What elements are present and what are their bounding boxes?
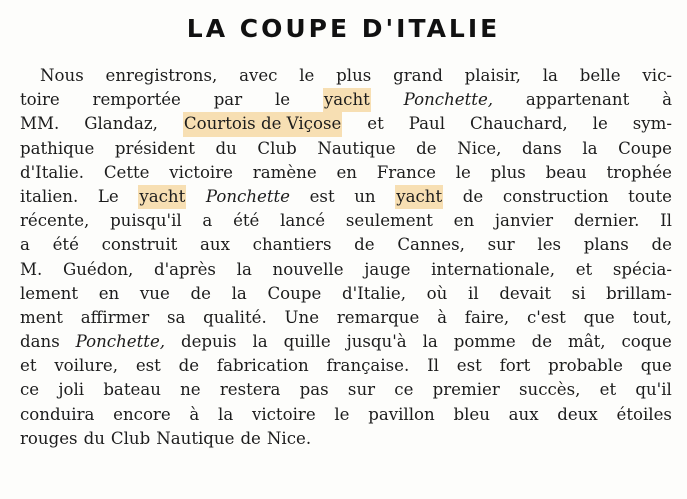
text-line (20, 161, 672, 185)
word: Il (427, 356, 439, 376)
word: Cannes, (397, 235, 465, 255)
word: président (114, 138, 195, 158)
text-line (20, 112, 672, 136)
word: pas (299, 380, 329, 400)
word: yacht (138, 185, 186, 209)
word: été (233, 211, 260, 231)
word: de (354, 235, 375, 255)
word: probable (548, 356, 623, 376)
article-title: LA COUPE D'ITALIE (186, 14, 501, 43)
word: plus (490, 162, 526, 182)
word: seulement (345, 211, 433, 231)
word: d'Italie, (341, 283, 406, 303)
word: Coupe (267, 283, 322, 303)
word: beau (545, 162, 587, 182)
word: Courtois de Viçose (183, 112, 342, 136)
word: Ponchette, (75, 332, 166, 352)
word: dernier. (573, 211, 640, 231)
word: et (367, 114, 384, 134)
word: que (640, 356, 672, 376)
word: lement (20, 283, 79, 303)
word: bleu (453, 404, 490, 424)
text-line (20, 306, 672, 330)
word: Guédon, (62, 259, 134, 279)
word: d'Italie. (20, 162, 85, 182)
word: de (416, 138, 437, 158)
word: le (299, 66, 315, 85)
text-line (20, 354, 672, 378)
word: aux (200, 235, 230, 255)
word: remportée (92, 90, 181, 110)
word: Ponchette, (403, 90, 494, 110)
text-line (20, 282, 672, 306)
word: vue (139, 283, 170, 303)
word: récente, (20, 211, 90, 231)
word: deux (557, 404, 598, 424)
word: de (240, 428, 261, 448)
word: le (334, 404, 350, 424)
word: appartenant (525, 90, 630, 110)
word: yacht (323, 88, 371, 112)
word: Le (97, 186, 119, 206)
word: le (274, 90, 291, 110)
word: pomme (453, 332, 516, 352)
word: ce (20, 380, 40, 400)
text-line (20, 64, 672, 88)
word: en (98, 283, 120, 303)
word: et (575, 259, 593, 279)
word: du (83, 428, 105, 448)
text-line (20, 233, 672, 257)
word: plus (336, 66, 372, 85)
word: Club (110, 428, 151, 448)
word: premier (432, 380, 500, 400)
word: à (189, 404, 200, 424)
word: a (20, 235, 30, 255)
word: Nice. (266, 428, 312, 448)
word: Glandaz, (84, 114, 158, 134)
word: tout, (632, 307, 672, 327)
word: ment (20, 307, 63, 327)
word: yacht (395, 185, 443, 209)
word: la (422, 332, 438, 352)
word: et (20, 356, 37, 376)
word: le (455, 162, 471, 182)
word: le (592, 114, 608, 134)
word: la (236, 259, 252, 279)
word: Nous (40, 66, 84, 85)
word: italien. (20, 186, 79, 206)
word: grand (393, 66, 443, 85)
text-line (20, 378, 672, 402)
word: à (662, 90, 672, 110)
word: si (571, 283, 586, 303)
word: les (537, 235, 562, 255)
word: aux (508, 404, 539, 424)
word: et (599, 380, 617, 400)
word: toire (20, 90, 60, 110)
word: Nice, (457, 138, 502, 158)
word: la (542, 66, 558, 85)
word: victoire (251, 404, 316, 424)
word: fort (499, 356, 531, 376)
word: internationale, (431, 259, 556, 279)
word: belle (579, 66, 621, 85)
word: Nautique (317, 138, 396, 158)
word: plans (583, 235, 629, 255)
word: sur (487, 235, 515, 255)
word: chantiers (252, 235, 332, 255)
word: lancé (280, 211, 326, 231)
word: quille (283, 332, 331, 352)
word: M. (20, 259, 43, 279)
word: il (468, 283, 479, 303)
word: de (531, 332, 553, 352)
word: sym- (632, 114, 672, 134)
word: depuis (180, 332, 237, 352)
word: encore (113, 404, 171, 424)
word: victoire (169, 162, 233, 182)
word: à (437, 307, 447, 327)
word: en (336, 162, 357, 182)
word: c'est (526, 307, 566, 327)
text-line (20, 88, 672, 112)
word: par (213, 90, 243, 110)
text-line (20, 427, 672, 451)
word: du (215, 138, 237, 158)
word: Il (660, 211, 672, 231)
word: devait (499, 283, 551, 303)
word: joli (58, 380, 85, 400)
word: étoiles (616, 404, 672, 424)
word: est (309, 186, 335, 206)
word: brillam- (606, 283, 672, 303)
word: puisqu'il (110, 211, 182, 231)
word: faire, (464, 307, 510, 327)
word: conduira (20, 404, 95, 424)
word: jusqu'à (346, 332, 407, 352)
word: rouges (20, 428, 78, 448)
word: Cette (103, 162, 150, 182)
word: jauge (364, 259, 411, 279)
word: de (190, 283, 211, 303)
word: avec (239, 66, 278, 85)
word: Ponchette (205, 186, 290, 206)
word: est (135, 356, 161, 376)
word: enregistrons, (105, 66, 218, 85)
word: plaisir, (464, 66, 521, 85)
word: vic- (642, 66, 672, 85)
word: la (231, 283, 247, 303)
word: construit (101, 235, 178, 255)
word: d'après (153, 259, 216, 279)
word: été (52, 235, 79, 255)
word: janvier (494, 211, 554, 231)
word: Paul (408, 114, 446, 134)
word: Nautique (156, 428, 235, 448)
word: remarque (336, 307, 420, 327)
word: où (426, 283, 448, 303)
word: Coupe (618, 138, 672, 158)
word: ne (180, 380, 201, 400)
word: sa (166, 307, 186, 327)
word: mât, (567, 332, 606, 352)
word: voilure, (54, 356, 119, 376)
word: de (462, 186, 484, 206)
word: ramène (252, 162, 317, 182)
word: que (583, 307, 615, 327)
text-line (20, 209, 672, 233)
word: MM. (20, 114, 60, 134)
word: ce (394, 380, 414, 400)
word: spécia- (612, 259, 672, 279)
word: Club (257, 138, 297, 158)
word: qualité. (203, 307, 267, 327)
text-line (20, 258, 672, 282)
word: pavillon (368, 404, 435, 424)
word: construction (502, 186, 609, 206)
word: a (202, 211, 213, 231)
text-line (20, 185, 672, 209)
article-body (20, 64, 672, 451)
word: la (218, 404, 234, 424)
word: la (252, 332, 268, 352)
text-line (20, 137, 672, 161)
word: succès, (519, 380, 581, 400)
word: France (376, 162, 436, 182)
word: qu'il (635, 380, 672, 400)
word: affirmer (80, 307, 150, 327)
word: est (456, 356, 482, 376)
word: de (178, 356, 200, 376)
word: française. (326, 356, 410, 376)
word: toute (628, 186, 672, 206)
word: dans (522, 138, 562, 158)
word: en (453, 211, 475, 231)
word: restera (219, 380, 281, 400)
text-line (20, 403, 672, 427)
word: de (651, 235, 672, 255)
word: Une (284, 307, 320, 327)
word: la (582, 138, 598, 158)
word: sur (347, 380, 376, 400)
word: trophée (606, 162, 672, 182)
word: coque (621, 332, 672, 352)
word: pathique (20, 138, 95, 158)
word: dans (20, 332, 60, 352)
word: fabrication (216, 356, 309, 376)
word: bateau (103, 380, 161, 400)
word: nouvelle (272, 259, 344, 279)
text-line (20, 330, 672, 354)
word: Chauchard, (470, 114, 568, 134)
word: un (354, 186, 376, 206)
